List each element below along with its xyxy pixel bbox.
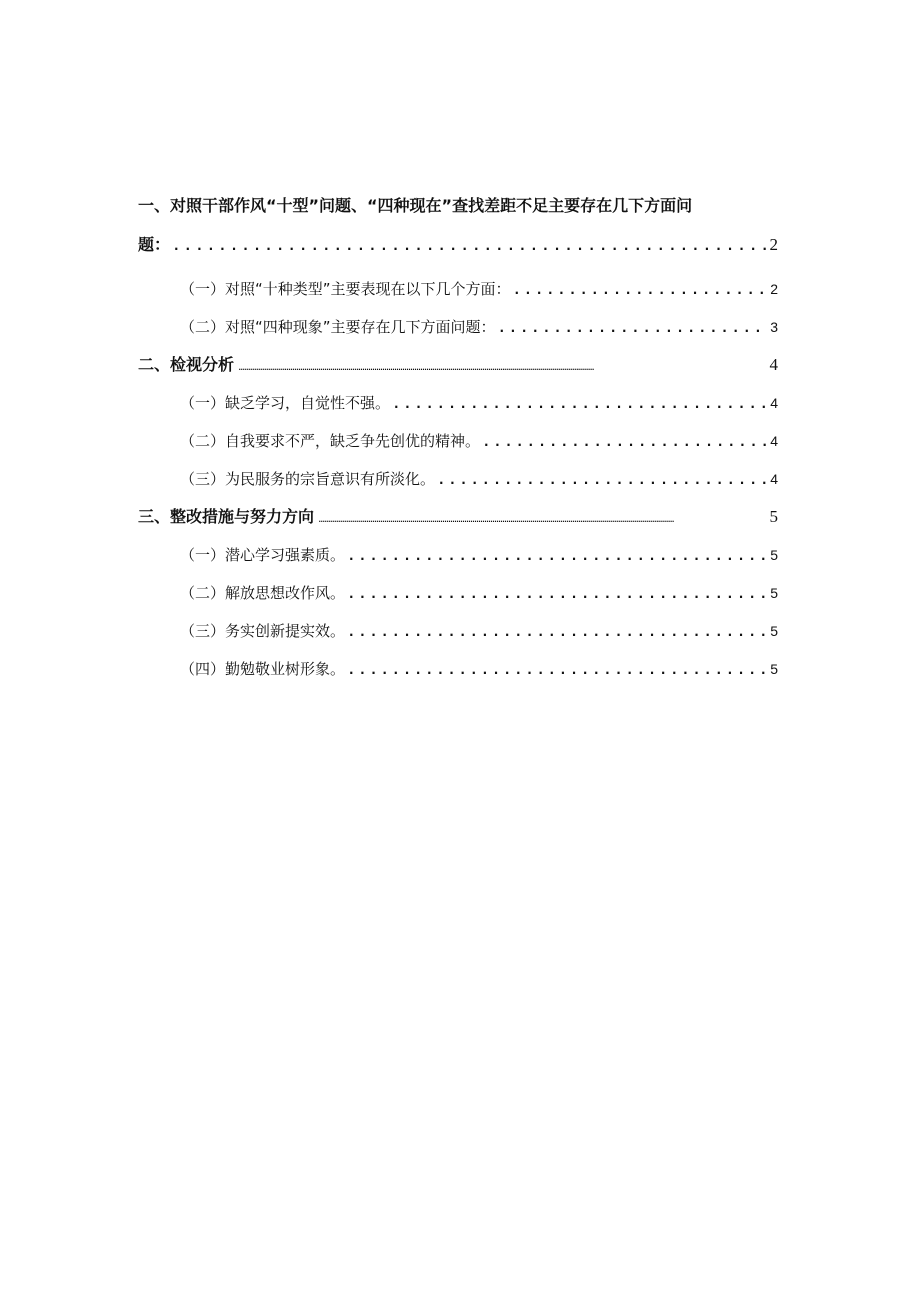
toc-item-1-2[interactable] [138,308,778,346]
dot-leader [318,500,765,538]
dot-leader [349,651,766,689]
toc-page-number: 5 [770,623,778,639]
toc-section-1[interactable] [138,234,778,256]
toc-page-number: 5 [770,547,778,563]
toc-item-3-3[interactable] [138,612,778,650]
dot-leader [515,271,767,309]
dot-leader [174,235,765,257]
toc-item-title: （一）缺乏学习，自觉性不强。 [180,394,391,412]
toc-page-number: 5 [770,585,778,601]
toc-page-number: 3 [770,319,778,335]
toc-page-number: 2 [769,235,778,254]
dot-leader [349,613,766,651]
toc-item-title: （三）为民服务的宗旨意识有所淡化。 [180,470,436,488]
toc-item-title: （二）对照“四种现象”主要存在几下方面问题： [180,318,496,336]
toc-item-title: （四）勤勉敬业树形象。 [180,660,346,678]
toc-section-1-title-line2: 题： [138,235,171,254]
toc-section-3[interactable] [138,498,778,536]
dot-leader [349,537,766,575]
toc-item-3-1[interactable] [138,536,778,574]
dot-leader [439,461,766,499]
toc-item-1-1[interactable] [138,270,778,308]
toc-item-2-2[interactable] [138,422,778,460]
toc-page-number: 4 [769,355,778,374]
toc-section-2[interactable] [138,346,778,384]
toc-item-title: （一）潜心学习强素质。 [180,546,346,564]
toc-page-number: 2 [770,281,778,297]
dot-leader [349,575,766,613]
table-of-contents [138,196,778,688]
toc-page-number: 4 [770,433,778,449]
toc-item-3-4[interactable] [138,650,778,688]
toc-section-title: 三、整改措施与努力方向 [138,507,315,526]
toc-item-title: （三）务实创新提实效。 [180,622,346,640]
dot-leader [484,423,766,461]
toc-page-number: 4 [770,471,778,487]
toc-section-title: 二、检视分析 [138,355,235,374]
toc-page-number: 5 [770,661,778,677]
toc-item-3-2[interactable] [138,574,778,612]
dot-leader [500,309,767,347]
toc-page-number: 5 [769,507,778,526]
toc-item-title: （二）自我要求不严，缺乏争先创优的精神。 [180,432,481,450]
dot-leader [394,385,766,423]
toc-section-1-title-line1[interactable]: 一、对照干部作风“十型”问题、“四种现在”查找差距不足主要存在几下方面问 [138,196,693,215]
toc-item-title: （一）对照“十种类型”主要表现在以下几个方面： [180,280,511,298]
toc-page-number: 4 [770,395,778,411]
toc-item-2-1[interactable] [138,384,778,422]
dot-leader [238,348,765,386]
toc-item-2-3[interactable] [138,460,778,498]
toc-item-title: （二）解放思想改作风。 [180,584,346,602]
